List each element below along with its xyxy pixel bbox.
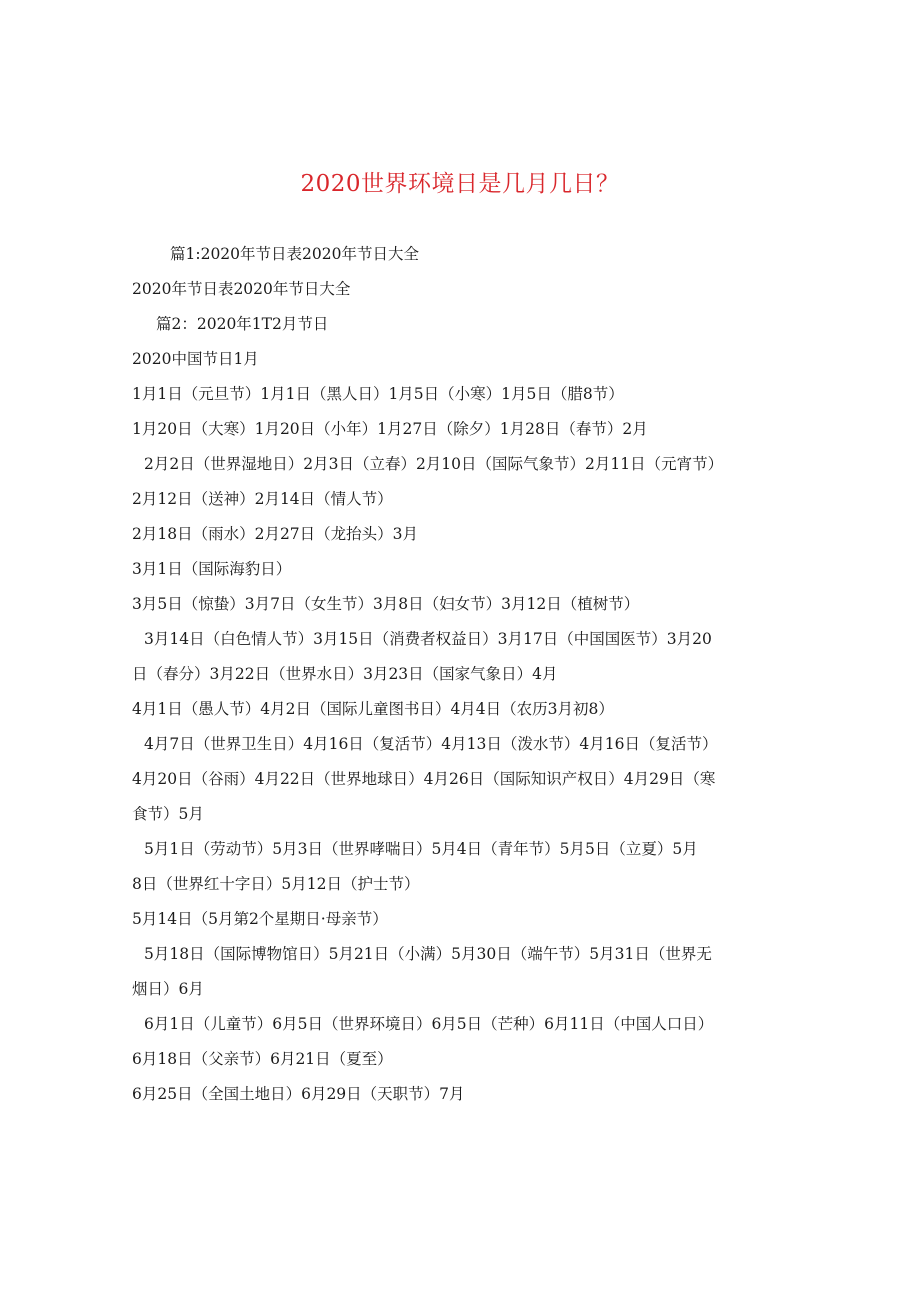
text-line: 2月12日（送神）2月14日（情人节） bbox=[132, 490, 393, 508]
text-line: 6月1日（儿童节）6月5日（世界环境日）6月5日（芒种）6月11日（中国人口日） bbox=[144, 1015, 714, 1033]
text-line: 5月14日（5月第2个星期日·母亲节） bbox=[132, 910, 388, 928]
text-line: 5月18日（国际博物馆日）5月21日（小满）5月30日（端午节）5月31日（世界无 bbox=[144, 945, 712, 963]
text-line: 5月1日（劳动节）5月3日（世界哮喘日）5月4日（青年节）5月5日（立夏）5月 bbox=[144, 840, 698, 858]
text-line: 3月1日（国际海豹日） bbox=[132, 560, 292, 578]
text-line: 3月5日（惊蛰）3月7日（女生节）3月8日（妇女节）3月12日（植树节） bbox=[132, 595, 640, 613]
text-line: 4月20日（谷雨）4月22日（世界地球日）4月26日（国际知识产权日）4月29日（寒 bbox=[132, 770, 716, 788]
text-line: 2月18日（雨水）2月27日（龙抬头）3月 bbox=[132, 525, 419, 543]
text-line: 2020中国节日1月 bbox=[132, 350, 259, 368]
text-line: 2月2日（世界湿地日）2月3日（立春）2月10日（国际气象节）2月11日（元宵节） bbox=[144, 455, 724, 473]
document-title: 2020世界环境日是几月几日？ bbox=[300, 171, 620, 197]
text-line: 4月7日（世界卫生日）4月16日（复活节）4月13日（泼水节）4月16日（复活节） bbox=[144, 735, 718, 753]
text-line: 8日（世界红十字日）5月12日（护士节） bbox=[132, 875, 420, 893]
text-line: 烟日）6月 bbox=[132, 980, 204, 998]
text-line: 2020年节日表2020年节日大全 bbox=[132, 280, 351, 298]
document-body bbox=[132, 242, 802, 1117]
text-line: 篇1:2020年节日表2020年节日大全 bbox=[170, 245, 419, 263]
text-line: 1月20日（大寒）1月20日（小年）1月27日（除夕）1月28日（春节）2月 bbox=[132, 420, 648, 438]
text-line: 6月25日（全国土地日）6月29日（天职节）7月 bbox=[132, 1085, 465, 1103]
text-line: 4月1日（愚人节）4月2日（国际儿童图书日）4月4日（农历3月初8） bbox=[132, 700, 614, 718]
text-line: 6月18日（父亲节）6月21日（夏至） bbox=[132, 1050, 393, 1068]
text-line: 1月1日（元旦节）1月1日（黑人日）1月5日（小寒）1月5日（腊8节） bbox=[132, 385, 624, 403]
text-line: 日（春分）3月22日（世界水日）3月23日（国家气象日）4月 bbox=[132, 665, 558, 683]
text-line: 篇2：2020年1T2月节日 bbox=[156, 315, 329, 333]
text-line: 食节）5月 bbox=[132, 805, 204, 823]
text-line: 3月14日（白色情人节）3月15日（消费者权益日）3月17日（中国国医节）3月20 bbox=[144, 630, 712, 648]
